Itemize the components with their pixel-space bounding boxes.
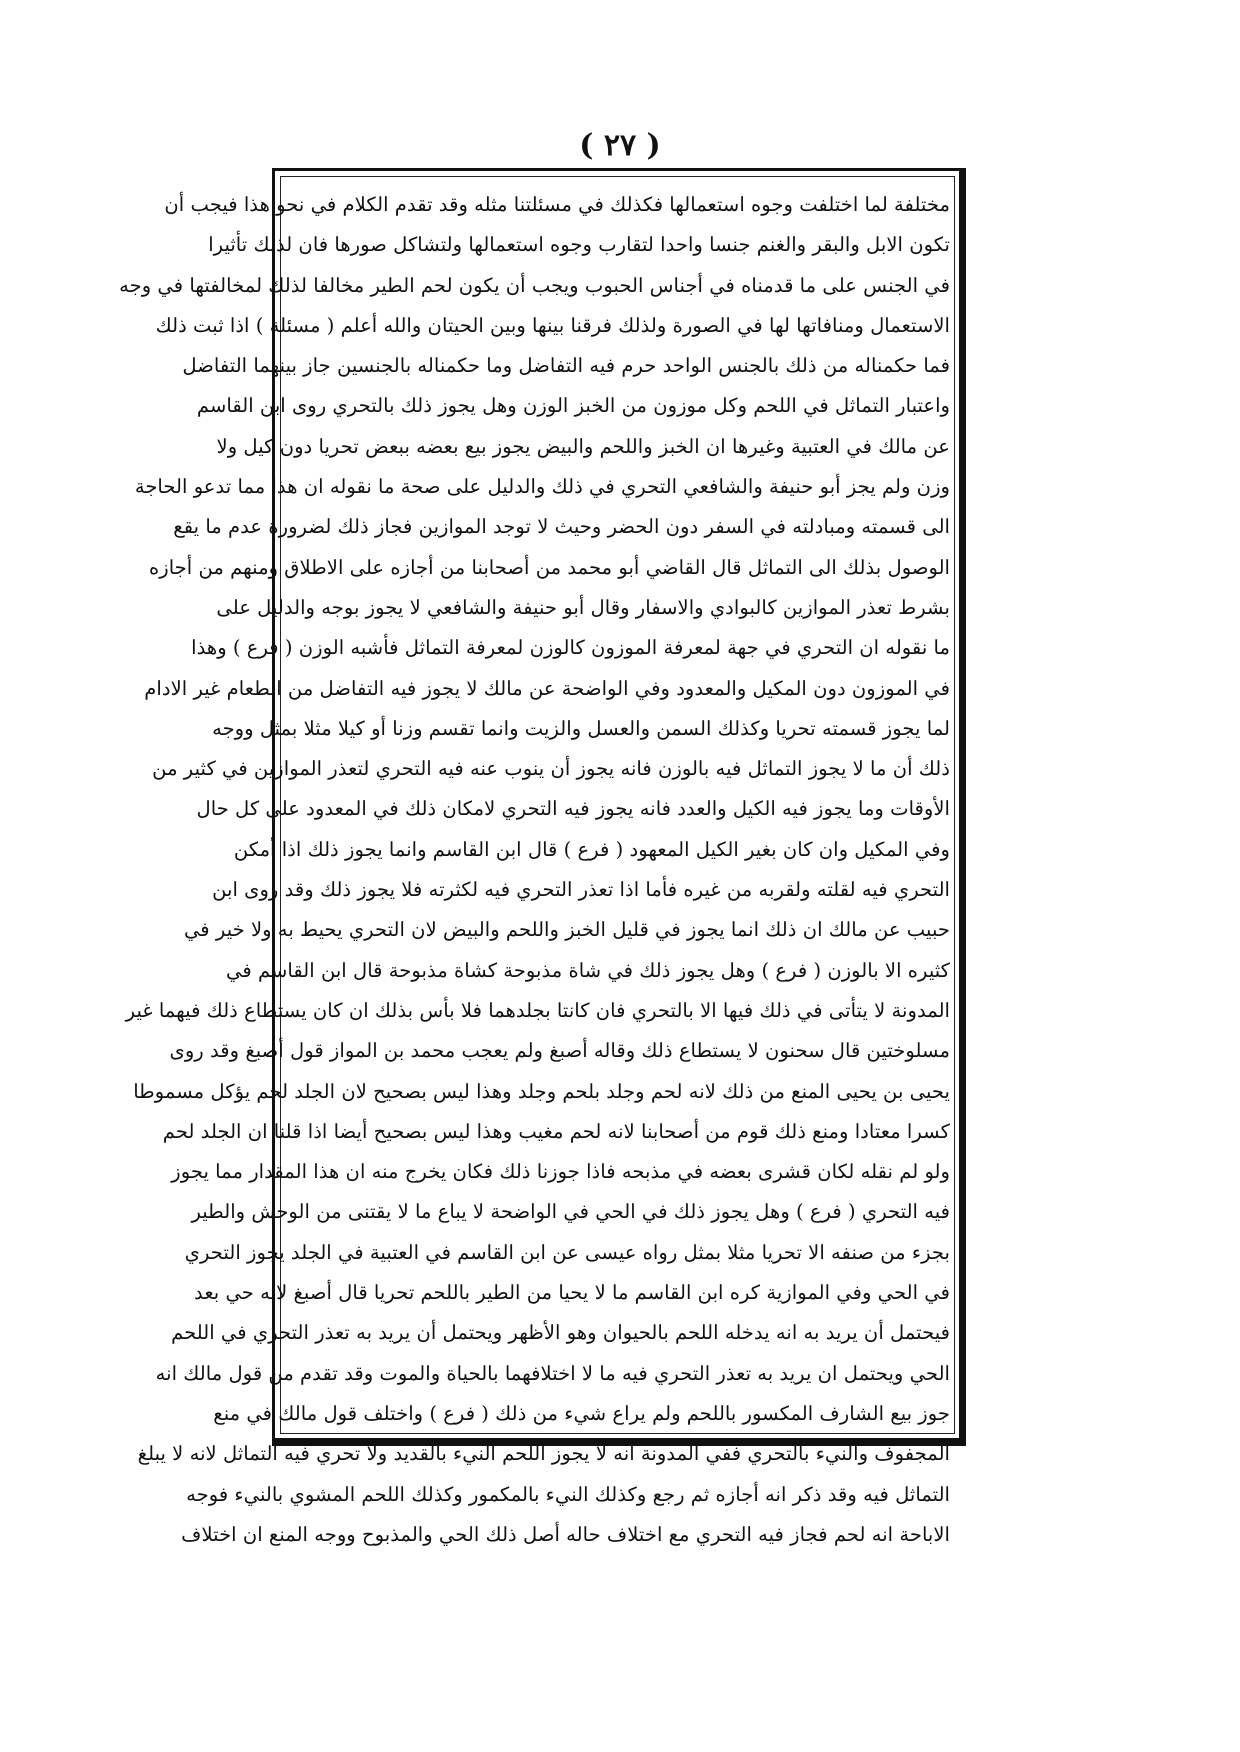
text-line: كسرا معتادا ومنع ذلك قوم من أصحابنا لانه لحم مغيب وهذا ليس بصحيح أيضا اذا قلنا ان الجلد لحم bbox=[162, 1119, 950, 1143]
text-line: كثيره الا بالوزن ( فرع ) وهل يجوز ذلك في شاة مذبوحة كشاة مذبوحة قال ابن القاسم في bbox=[226, 958, 950, 982]
text-line: في الجنس على ما قدمناه في أجناس الحبوب ويجب أن يكون لحم الطير مخالفا لذلك لمخالفتها في وجه bbox=[119, 273, 950, 297]
text-line: وفي المكيل وان كان بغير الكيل المعهود ( فرع ) قال ابن القاسم وانما يجوز ذلك اذا أمكن bbox=[233, 837, 950, 861]
text-line: في الموزون دون المكيل والمعدود وفي الواضحة عن مالك لا يجوز فيه التفاضل من الطعام غير الادام bbox=[144, 676, 950, 700]
text-line: بجزء من صنفه الا تحريا مثلا بمثل رواه عيسى عن ابن القاسم في العتبية في الجلد يجوز التحري bbox=[184, 1240, 950, 1264]
text-line: الاستعمال ومنافاتها لها في الصورة ولذلك فرقنا بينها وبين الحيتان والله أعلم ( مسئلة ) اذا ثبت ذلك bbox=[155, 313, 950, 337]
text-line: لما يجوز قسمته تحريا وكذلك السمن والعسل والزيت وانما تقسم وزنا أو كيلا مثلا بمثل ووجه bbox=[212, 716, 950, 740]
text-line: حبيب عن مالك ان ذلك انما يجوز في قليل الخبز واللحم والبيض لان التحري يحيط به ولا خير في bbox=[183, 918, 950, 942]
text-line: يحيى بن يحيى المنع من ذلك لانه لحم وجلد بلحم وجلد وهذا ليس بصحيح لان الجلد لحم يؤكل مسموطا bbox=[133, 1079, 950, 1103]
text-line: فيحتمل أن يريد به انه يدخله اللحم بالحيوان وهو الأظهر ويحتمل أن يريد به تعذر التحري في اللحم bbox=[171, 1321, 950, 1345]
text-line: ذلك أن ما لا يجوز التماثل فيه بالوزن فانه يجوز أن ينوب عنه فيه التحري لتعذر الموازين في كثير من bbox=[152, 757, 950, 781]
text-line: مسلوختين قال سحنون لا يستطاع ذلك وقاله أصبغ ولم يعجب محمد بن المواز قول أصبغ وقد روى bbox=[169, 1039, 950, 1063]
page-number: ( ٢٧ ) bbox=[579, 128, 661, 163]
text-line: الاباحة انه لحم فجاز فيه التحري مع اختلاف حاله أصل ذلك الحي والمذبوح ووجه المنع ان اختلاف bbox=[181, 1522, 950, 1546]
text-line: واعتبار التماثل في اللحم وكل موزون من الخبز الوزن وهل يجوز ذلك بالتحري روى ابن القاسم bbox=[196, 394, 950, 418]
text-line: بشرط تعذر الموازين كالبوادي والاسفار وقال أبو حنيفة والشافعي لا يجوز بوجه والدليل على bbox=[216, 595, 950, 619]
text-line: الوصول بذلك الى التماثل قال القاضي أبو محمد من أصحابنا من أجازه على الاطلاق ومنهم من أجازه bbox=[148, 555, 950, 579]
text-line: ولو لم نقله لكان قشرى بعضه في مذبحه فاذا جوزنا ذلك فكان يخرج منه ان هذا المقدار مما يجوز bbox=[171, 1160, 950, 1184]
text-line: مختلفة لما اختلفت وجوه استعمالها فكذلك في مسئلتنا مثله وقد تقدم الكلام في نحو هذا فيجب أن bbox=[164, 193, 950, 216]
text-line: ما نقوله ان التحري في جهة لمعرفة الموزون كالوزن لمعرفة التماثل فأشبه الوزن ( فرع ) وهذا bbox=[191, 636, 950, 660]
text-line: فيه التحري ( فرع ) وهل يجوز ذلك في الحي في الواضحة لا يباع ما لا يقتنى من الوحش والطير bbox=[191, 1200, 950, 1224]
text-line: التحري فيه لقلته ولقربه من غيره فأما اذا تعذر التحري فيه لكثرته فلا يجوز ذلك وقد روى ابن bbox=[212, 878, 950, 902]
text-line: جوز بيع الشارف المكسور باللحم ولم يراع شيء من ذلك ( فرع ) واختلف قول مالك في منع bbox=[213, 1401, 950, 1425]
main-text-block bbox=[119, 185, 950, 1546]
text-line: المجفوف والنيء بالتحري ففي المدونة انه لا يجوز اللحم النيء بالقديد ولا تحري فيه التماثل لانه لا يبلغ bbox=[137, 1442, 950, 1466]
text-line: المدونة لا يتأتى في ذلك فيها الا بالتحري فان كانتا بجلدهما فلا بأس بذلك ان كان يستطاع ذلك فيهما غير bbox=[125, 998, 950, 1022]
text-line: الأوقات وما يجوز فيه الكيل والعدد فانه يجوز فيه التحري لامكان ذلك في المعدود على كل حال bbox=[196, 797, 950, 821]
text-line: فما حكمناله من ذلك بالجنس الواحد حرم فيه التفاضل وما حكمناله بالجنسين جاز بينهما التفاضل bbox=[182, 354, 950, 378]
text-line: في الحي وفي الموازية كره ابن القاسم ما لا يحيا من الطير باللحم تحريا قال أصبغ لانه حي بعد bbox=[194, 1281, 950, 1305]
text-line: عن مالك في العتبية وغيرها ان الخبز واللحم والبيض يجوز بيع بعضه ببعض تحريا دون كيل ولا bbox=[216, 434, 950, 458]
text-line: وزن ولم يجز أبو حنيفة والشافعي التحري في ذلك والدليل على صحة ما نقوله ان هذا مما تدعو الحاجة bbox=[134, 475, 950, 499]
text-line: الى قسمته ومبادلته في السفر دون الحضر وحيث لا توجد الموازين فجاز ذلك لضرورة عدم ما يقع bbox=[173, 515, 950, 539]
text-line: الحي ويحتمل ان يريد به تعذر التحري فيه ما لا اختلافهما بالحياة والموت وقد تقدم من قول مالك انه bbox=[155, 1361, 950, 1385]
text-line: التماثل فيه وقد ذكر انه أجازه ثم رجع وكذلك النيء بالمكمور وكذلك اللحم المشوي بالنيء فوجه bbox=[186, 1482, 950, 1506]
text-line: تكون الابل والبقر والغنم جنسا واحدا لتقارب وجوه استعمالها ولتشاكل صورها فان لذلك تأثيرا bbox=[208, 233, 950, 257]
